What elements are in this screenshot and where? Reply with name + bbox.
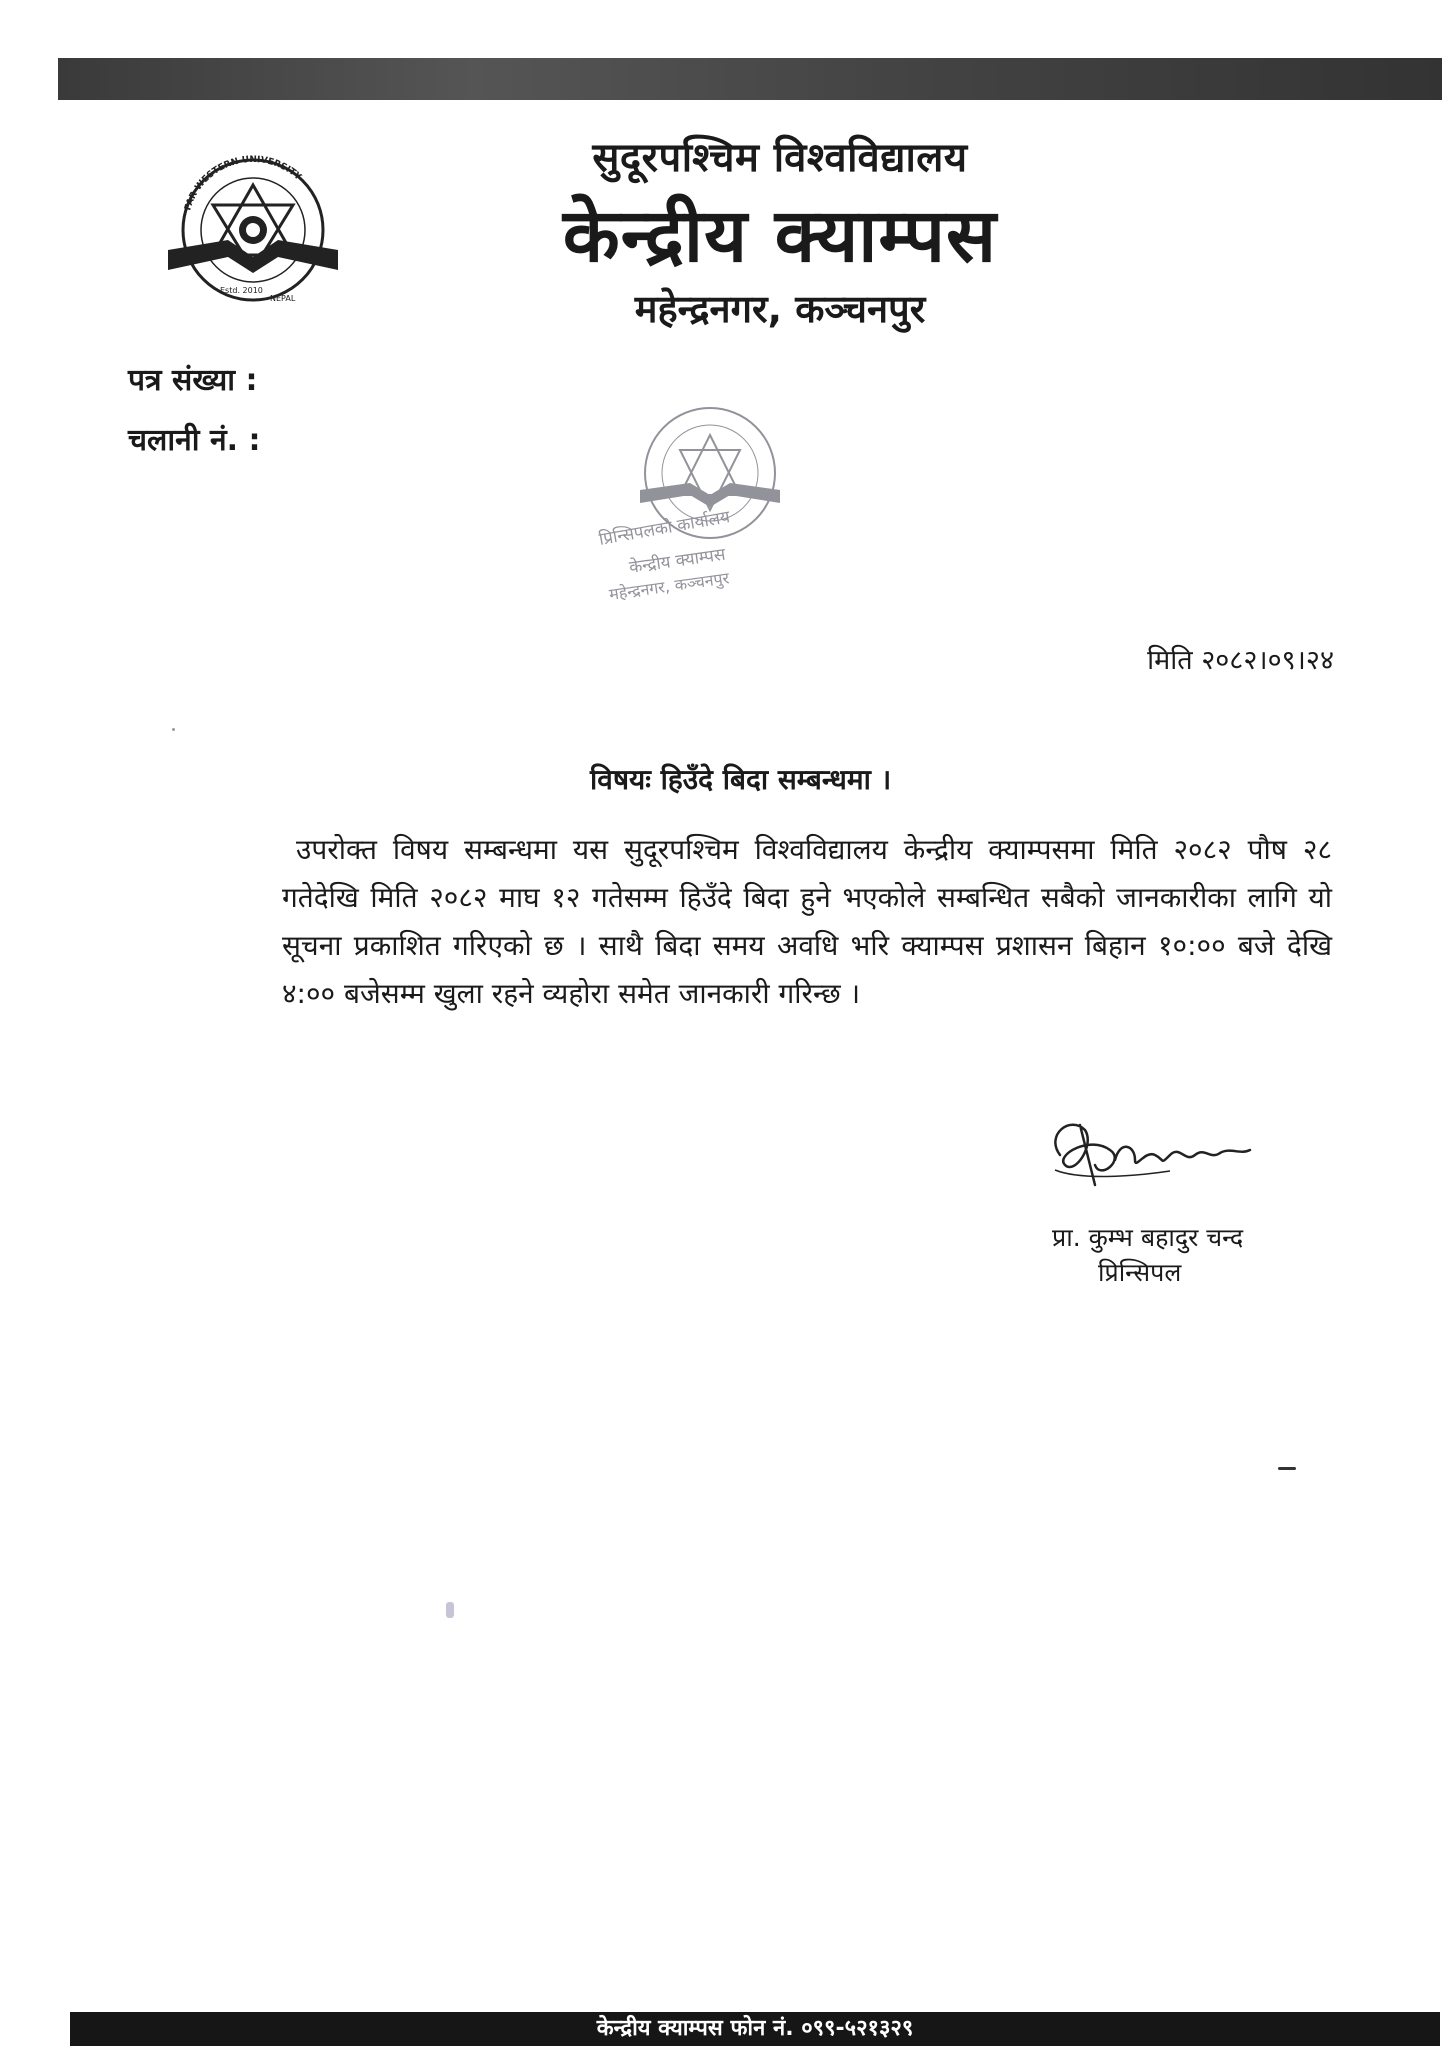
footer-bar: केन्द्रीय क्याम्पस फोन नं. ०९९-५२१३२९ (70, 2012, 1440, 2046)
letter-subject: विषयः हिउँदे बिदा सम्बन्धमा । (590, 763, 892, 796)
scan-smudge (446, 1602, 454, 1618)
campus-location: महेन्द्रनगर, कञ्चनपुर (634, 287, 926, 331)
stamp-line-3: महेन्द्रनगर, कञ्चनपुर (607, 568, 731, 604)
scan-mark (1278, 1467, 1296, 1470)
signer-role: प्रिन्सिपल (1098, 1258, 1182, 1287)
university-logo (158, 145, 348, 310)
letter-body: उपरोक्त विषय सम्बन्धमा यस सुदूरपश्चिम विश्वविद्यालय केन्द्रीय क्याम्पसमा मिति २०८२ पौष २८ गतेदेखि मिति २०८२ माघ १२ गतेसम्म हिउँदे बिदा हुने भएकोले सम्बन्धित सबैको जानकारीका लागि यो सूचना प्रकाशित गरिएको छ । साथै बिदा समय अवधि भरि क्याम्पस प्रशासन बिहान १०:०० बजे देखि ४:०० बजेसम्म खुला रहने व्यहोरा समेत जानकारी गरिन्छ । (282, 833, 1332, 1010)
header-bar (58, 58, 1442, 100)
university-name: सुदूरपश्चिम विश्वविद्यालय (592, 135, 968, 181)
logo-ring-text: FAR WESTERN UNIVERSITY (183, 154, 303, 212)
logo-est-text: Estd. 2010 (220, 286, 263, 295)
stamp-line-1: प्रिन्सिपलको कार्यालय (597, 507, 732, 550)
scan-speck (172, 728, 175, 731)
signer-name: प्रा. कुम्भ बहादुर चन्द (1052, 1223, 1244, 1252)
letter-date: मिति २०८२।०९।२४ (1147, 645, 1334, 676)
patra-sankhya-label: पत्र संख्या : (128, 363, 258, 398)
logo-country-text: NEPAL (270, 294, 296, 303)
official-stamp (580, 395, 810, 625)
chalani-label: चलानी नं. : (128, 423, 261, 458)
campus-name: केन्द्रीय क्याम्पस (562, 193, 998, 279)
stamp-line-2: केन्द्रीय क्याम्पस (627, 544, 727, 578)
principal-signature (1040, 1105, 1280, 1200)
